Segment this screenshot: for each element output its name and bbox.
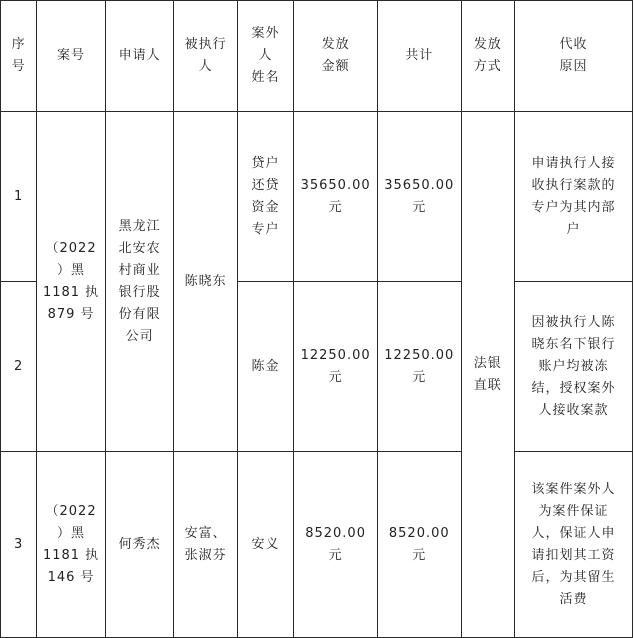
table-row: [1, 112, 633, 282]
reason-cell: 因被执行人陈 晓东名下银行 账户均被冻 结，授权案外 人接收案款: [515, 282, 633, 452]
reason-cell: 申请执行人接 收执行案款的 专户为其内部 户: [515, 112, 633, 282]
mode-cell: 法银 直联: [461, 112, 514, 638]
reason-cell: 该案件案外人 为案件保证 人，保证人申 请扣划其工资 后，为其留生 活费: [515, 452, 633, 638]
row-seq: 3: [1, 452, 37, 638]
case-no-cell: （2022 ）黑 1181 执 146 号: [37, 452, 106, 638]
header-amount: 发放 金额: [294, 1, 378, 112]
applicant-cell: 何秀杰: [105, 452, 174, 638]
total-cell: 12250.00 元: [377, 282, 461, 452]
executed-cell: 安富、 张淑芬: [174, 452, 238, 638]
amount-cell: 12250.00 元: [294, 282, 378, 452]
amount-cell: 35650.00 元: [294, 112, 378, 282]
outsider-name-cell: 陈金: [237, 282, 293, 452]
header-mode: 发放 方式: [461, 1, 514, 112]
header-outsider-name: 案外 人 姓名: [237, 1, 293, 112]
row-seq: 2: [1, 282, 37, 452]
header-row: [1, 1, 633, 112]
case-no-cell: （2022 ）黑 1181 执 879 号: [37, 112, 106, 452]
table-row: [1, 452, 633, 638]
applicant-cell: 黑龙江 北安农 村商业 银行股 份有限 公司: [105, 112, 174, 452]
header-applicant: 申请人: [105, 1, 174, 112]
total-cell: 35650.00 元: [377, 112, 461, 282]
outsider-name-cell: 安义: [237, 452, 293, 638]
header-case-no: 案号: [37, 1, 106, 112]
row-seq: 1: [1, 112, 37, 282]
outsider-name-cell: 贷户 还贷 资金 专户: [237, 112, 293, 282]
executed-cell: 陈晓东: [174, 112, 238, 452]
header-total: 共计: [377, 1, 461, 112]
amount-cell: 8520.00 元: [294, 452, 378, 638]
header-seq: 序 号: [1, 1, 37, 112]
header-executed: 被执行 人: [174, 1, 238, 112]
total-cell: 8520.00 元: [377, 452, 461, 638]
header-reason: 代收 原因: [515, 1, 633, 112]
